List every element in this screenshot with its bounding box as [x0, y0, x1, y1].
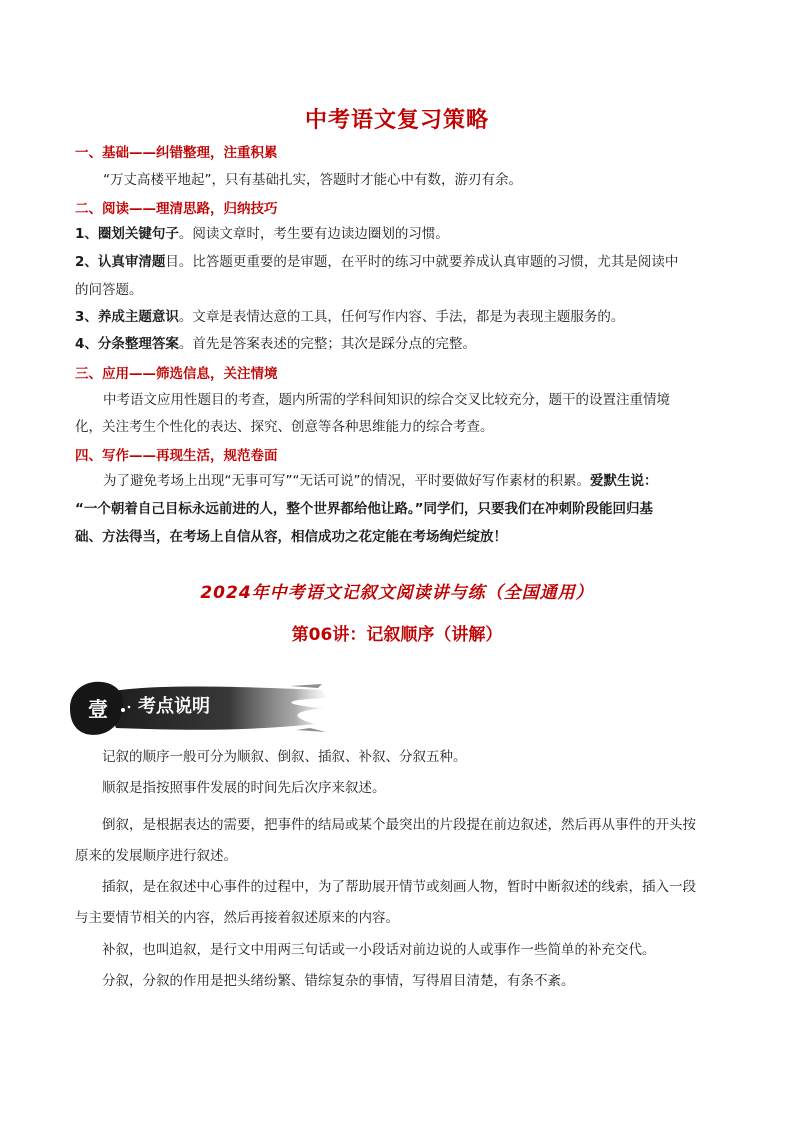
reading-item-2-text: 目。比答题更重要的是审题，在平时的练习中就要养成认真审题的习惯，尤其是阅读中	[165, 254, 679, 270]
reading-item-2	[75, 252, 678, 272]
reading-item-3	[75, 307, 624, 327]
reading-item-3-label: 3、养成主题意识	[75, 309, 179, 325]
section-4-quote-intro: 爱默生说：	[589, 473, 658, 489]
reading-item-1-label: 1、圈划关键句子	[75, 226, 179, 242]
reading-item-4-text: 。首先是答案表述的完整；其次是踩分点的完整。	[178, 336, 476, 352]
reading-item-3-text: 。文章是表情达意的工具，任何写作内容、手法，都是为表现主题服务的。	[178, 309, 625, 325]
paragraph-3-line-2: 原来的发展顺序进行叙述。	[75, 848, 237, 864]
reading-item-2-label: 2、认真审清题	[75, 254, 166, 270]
section-4-line-1	[103, 471, 657, 491]
paragraph-4-line-1: 插叙，是在叙述中心事件的过程中，为了帮助展开情节或刻画人物，暂时中断叙述的线索，插入一段	[102, 879, 696, 895]
lesson-title: 第06讲：记叙顺序（讲解）	[291, 625, 503, 645]
paragraph-1: 记叙的顺序一般可分为顺叙、倒叙、插叙、补叙、分叙五种。	[102, 749, 467, 765]
reading-item-4	[75, 334, 476, 354]
section-3-line-1: 中考语文应用性题目的考查，题内所需的学科间知识的综合交叉比较充分，题干的设置注重情境	[103, 392, 670, 408]
reading-item-4-label: 4、分条整理答案	[75, 336, 179, 352]
section-heading-2: 二、阅读——理清思路，归纳技巧	[75, 201, 278, 217]
section-heading-3: 三、应用——筛选信息，关注情境	[75, 366, 278, 382]
paragraph-2: 顺叙是指按照事件发展的时间先后次序来叙述。	[102, 780, 386, 796]
section-1-text: “万丈高楼平地起”，只有基础扎实，答题时才能心中有数，游刃有余。	[103, 172, 522, 188]
paragraph-6: 分叙，分叙的作用是把头绪纷繁、错综复杂的事情，写得眉目清楚，有条不紊。	[102, 973, 575, 989]
section-heading-4: 四、写作——再现生活，规范卷面	[75, 448, 278, 464]
banner-label: 考点说明	[138, 696, 210, 717]
section-heading-1: 一、基础——纠错整理，注重积累	[75, 145, 278, 161]
paragraph-3-line-1: 倒叙，是根据表达的需要，把事件的结局或某个最突出的片段提在前边叙述，然后再从事件的开头按	[102, 817, 696, 833]
page-title: 中考语文复习策略	[304, 108, 489, 133]
dot-separator-icon	[120, 704, 132, 716]
reading-item-2-continued: 的问答题。	[75, 282, 143, 298]
section-3-line-2: 化，关注考生个性化的表达、探究、创意等各种思维能力的综合考查。	[75, 419, 494, 435]
section-4-line-1-text: 为了避免考场上出现“无事可写”“无话可说”的情况，平时要做好写作素材的积累。	[103, 473, 590, 489]
paragraph-4-line-2: 与主要情节相关的内容，然后再接着叙述原来的内容。	[75, 910, 399, 926]
reading-item-1	[75, 224, 449, 244]
paragraph-5: 补叙，也叫追叙，是行文中用两三句话或一小段话对前边说的人或事作一些简单的补充交代。	[102, 942, 656, 958]
section-4-line-3: 础、方法得当，在考场上自信从容，相信成功之花定能在考场绚烂绽放！	[75, 529, 507, 545]
section-4-line-2: “一个朝着自己目标永远前进的人，整个世界都给他让路。”同学们，只要我们在冲刺阶段能回归基	[75, 501, 653, 517]
seal-character: 壹	[88, 697, 108, 721]
lesson-series-title: 2024年中考语文记叙文阅读讲与练（全国通用）	[200, 583, 594, 603]
reading-item-1-text: 。阅读文章时，考生要有边读边圈划的习惯。	[178, 226, 449, 242]
